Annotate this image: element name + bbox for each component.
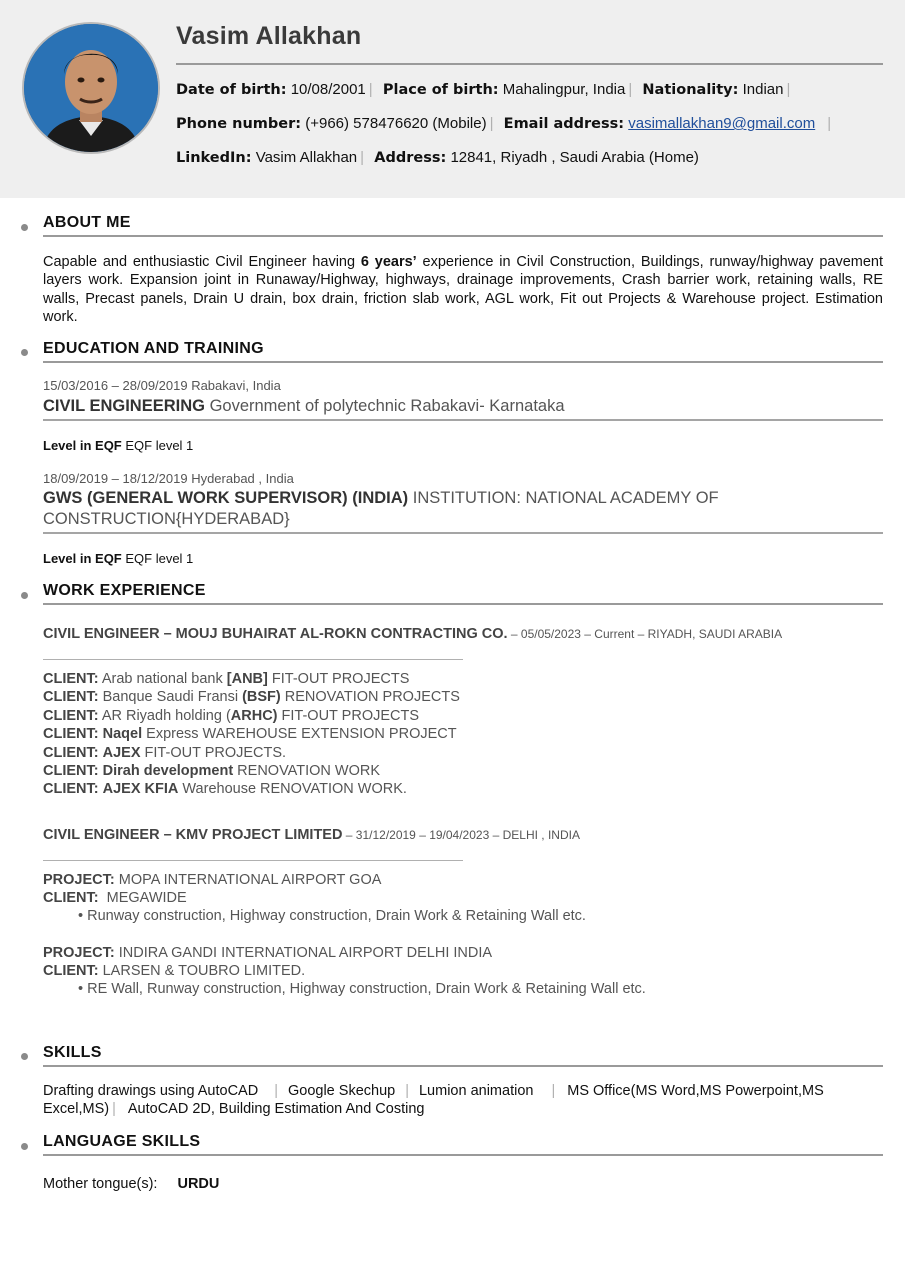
skill-item: Drafting drawings using AutoCAD bbox=[43, 1083, 259, 1099]
skills-title: SKILLS bbox=[43, 1044, 102, 1061]
separator: | bbox=[489, 115, 494, 132]
nationality-value: Indian bbox=[742, 81, 784, 98]
client-label: CLIENT: bbox=[43, 689, 99, 706]
section-divider bbox=[43, 235, 883, 237]
job-divider bbox=[43, 659, 463, 660]
skill-item: Lumion animation bbox=[418, 1083, 534, 1099]
project-label: PROJECT: bbox=[43, 945, 115, 961]
project-block bbox=[43, 871, 381, 908]
eqf-level bbox=[43, 551, 193, 566]
mother-tongue-label: Mother tongue(s): bbox=[43, 1176, 158, 1192]
job-title: CIVIL ENGINEER – MOUJ BUHAIRAT AL-ROKN CONTRACTING CO. bbox=[43, 626, 508, 642]
section-divider bbox=[43, 603, 883, 605]
client-label: CLIENT: bbox=[43, 726, 99, 743]
client-text: Warehouse RENOVATION WORK. bbox=[178, 781, 407, 798]
separator: | bbox=[786, 81, 791, 98]
education-dates: 18/09/2019 – 18/12/2019 Hyderabad , India bbox=[43, 471, 294, 486]
address-label: Address: bbox=[374, 150, 447, 166]
info-row-address bbox=[176, 149, 699, 166]
about-text-part: experience in Civil Construction, Buildings, runway/highway pavement layers work. Expansion joint in Runaway/Highway, highways, drainage improvements, Crash barrier work, retaining walls, RE walls, Precast panels, Drain U drain, box drain, friction slab work, AGL work, Fit out Projects & Warehouse project. Estimation work. bbox=[43, 254, 884, 325]
phone-value: (+966) 578476620 (Mobile) bbox=[305, 115, 487, 132]
language-title: LANGUAGE SKILLS bbox=[43, 1133, 201, 1150]
skill-item: AutoCAD 2D, Building Estimation And Costing bbox=[127, 1101, 425, 1117]
pob-label: Place of birth: bbox=[382, 82, 499, 98]
client-name: AJEX KFIA bbox=[102, 781, 179, 798]
client-list bbox=[43, 670, 460, 799]
section-bullet-icon bbox=[21, 349, 28, 356]
work-title: WORK EXPERIENCE bbox=[43, 582, 206, 599]
separator: | bbox=[274, 1083, 278, 1099]
job-heading bbox=[43, 826, 580, 843]
address-value: 12841, Riyadh , Saudi Arabia (Home) bbox=[450, 149, 699, 166]
client-name: Naqel bbox=[102, 726, 143, 743]
entry-divider bbox=[43, 419, 883, 421]
client-text: RENOVATION WORK bbox=[233, 763, 381, 780]
dob-label: Date of birth: bbox=[176, 82, 287, 98]
about-title: ABOUT ME bbox=[43, 214, 131, 231]
institution: Government of polytechnic Rabakavi- Karnataka bbox=[204, 397, 565, 415]
client-text: Arab national bank bbox=[98, 671, 227, 687]
client-label: CLIENT: bbox=[43, 744, 99, 761]
candidate-name: Vasim Allakhan bbox=[176, 22, 362, 50]
list-item bbox=[43, 707, 460, 725]
degree-title: CIVIL ENGINEERING bbox=[43, 397, 205, 415]
section-divider bbox=[43, 361, 883, 363]
client-label: CLIENT: bbox=[43, 763, 99, 780]
client-name: ARHC) bbox=[230, 707, 278, 724]
client-name: [ANB] bbox=[226, 671, 268, 687]
degree-title: GWS (GENERAL WORK SUPERVISOR) (INDIA) bbox=[43, 489, 409, 507]
nationality-label: Nationality: bbox=[642, 82, 739, 98]
skill-item: Google Skechup bbox=[287, 1083, 396, 1099]
job-meta: – 31/12/2019 – 19/04/2023 – DELHI , INDIA bbox=[342, 828, 580, 842]
client-line bbox=[43, 889, 381, 907]
section-divider bbox=[43, 1065, 883, 1067]
section-bullet-icon bbox=[21, 1143, 28, 1150]
info-row-birth bbox=[176, 81, 796, 98]
client-text: Banque Saudi Fransi bbox=[98, 689, 243, 706]
list-item bbox=[43, 780, 460, 798]
separator: | bbox=[112, 1101, 116, 1117]
job-heading bbox=[43, 625, 782, 642]
client-label: CLIENT: bbox=[43, 890, 99, 907]
client-name: LARSEN & TOUBRO LIMITED. bbox=[98, 963, 306, 980]
project-label: PROJECT: bbox=[43, 872, 115, 888]
eqf-label: Level in EQF bbox=[43, 438, 122, 453]
client-name: Dirah development bbox=[102, 763, 234, 780]
about-text bbox=[43, 253, 883, 326]
eqf-value: EQF level 1 bbox=[121, 438, 194, 453]
job-meta: – 05/05/2023 – Current – RIYADH, SAUDI ARABIA bbox=[507, 627, 783, 641]
client-text: RENOVATION PROJECTS bbox=[280, 689, 460, 706]
education-entry bbox=[43, 396, 883, 417]
dob-value: 10/08/2001 bbox=[290, 81, 366, 98]
list-item bbox=[43, 762, 460, 780]
linkedin-label: LinkedIn: bbox=[176, 150, 252, 166]
education-title: EDUCATION AND TRAINING bbox=[43, 340, 264, 357]
project-name: INDIRA GANDI INTERNATIONAL AIRPORT DELHI INDIA bbox=[114, 945, 493, 961]
client-name: AJEX bbox=[102, 744, 141, 761]
pob-value: Mahalingpur, India bbox=[502, 81, 626, 98]
separator: | bbox=[368, 81, 373, 98]
eqf-level bbox=[43, 438, 193, 453]
name-divider bbox=[176, 63, 883, 65]
institution: INSTITUTION: NATIONAL ACADEMY OF CONSTRUCTION{HYDERABAD} bbox=[43, 489, 719, 528]
project-block bbox=[43, 944, 492, 981]
skill-item: Excel,MS) bbox=[43, 1101, 110, 1117]
education-entry bbox=[43, 488, 743, 529]
job-title: CIVIL ENGINEER – KMV PROJECT LIMITED bbox=[43, 827, 343, 843]
section-bullet-icon bbox=[21, 592, 28, 599]
about-text-part: Capable and enthusiastic Civil Engineer having bbox=[43, 254, 361, 270]
section-bullet-icon bbox=[21, 224, 28, 231]
client-label: CLIENT: bbox=[43, 781, 99, 798]
separator: | bbox=[405, 1083, 409, 1099]
client-text: FIT-OUT PROJECTS bbox=[277, 707, 420, 724]
linkedin-value[interactable]: Vasim Allakhan bbox=[255, 149, 358, 166]
client-label: CLIENT: bbox=[43, 671, 99, 687]
profile-photo bbox=[22, 22, 160, 154]
client-label: CLIENT: bbox=[43, 963, 99, 980]
project-name: MOPA INTERNATIONAL AIRPORT GOA bbox=[114, 872, 382, 888]
bullet-item: • Runway construction, Highway construction, Drain Work & Retaining Wall etc. bbox=[78, 908, 586, 924]
client-line bbox=[43, 962, 492, 980]
separator: | bbox=[551, 1083, 556, 1099]
email-link[interactable]: vasimallakhan9@gmail.com bbox=[628, 115, 816, 132]
mother-tongue bbox=[43, 1176, 219, 1192]
client-text: Express WAREHOUSE EXTENSION PROJECT bbox=[142, 726, 457, 743]
section-bullet-icon bbox=[21, 1053, 28, 1060]
client-label: CLIENT: bbox=[43, 707, 99, 724]
eqf-label: Level in EQF bbox=[43, 551, 122, 566]
client-text: FIT-OUT PROJECTS. bbox=[140, 744, 287, 761]
separator: | bbox=[827, 115, 832, 132]
client-text: AR Riyadh holding ( bbox=[98, 707, 231, 724]
bullet-item: • RE Wall, Runway construction, Highway construction, Drain Work & Retaining Wall etc. bbox=[78, 981, 646, 997]
list-item bbox=[43, 744, 460, 762]
list-item bbox=[43, 670, 460, 688]
about-years: 6 years’ bbox=[360, 254, 417, 270]
client-text: FIT-OUT PROJECTS bbox=[267, 671, 410, 687]
person-photo-icon bbox=[24, 24, 158, 152]
project-line bbox=[43, 944, 492, 962]
info-row-contact bbox=[176, 115, 837, 132]
client-name: MEGAWIDE bbox=[98, 890, 187, 907]
project-line bbox=[43, 871, 381, 889]
phone-label: Phone number: bbox=[176, 116, 302, 132]
entry-divider bbox=[43, 532, 883, 534]
email-label: Email address: bbox=[503, 116, 625, 132]
client-name: (BSF) bbox=[242, 689, 281, 706]
job-divider bbox=[43, 860, 463, 861]
separator: | bbox=[360, 149, 365, 166]
list-item bbox=[43, 725, 460, 743]
skills-line bbox=[43, 1101, 424, 1117]
list-item bbox=[43, 688, 460, 706]
separator: | bbox=[628, 81, 633, 98]
eqf-value: EQF level 1 bbox=[121, 551, 194, 566]
skill-item: MS Office(MS Word,MS Powerpoint,MS bbox=[567, 1083, 824, 1099]
skills-line bbox=[43, 1083, 824, 1099]
section-divider bbox=[43, 1154, 883, 1156]
education-dates: 15/03/2016 – 28/09/2019 Rabakavi, India bbox=[43, 378, 281, 393]
mother-tongue-value: URDU bbox=[177, 1176, 220, 1192]
